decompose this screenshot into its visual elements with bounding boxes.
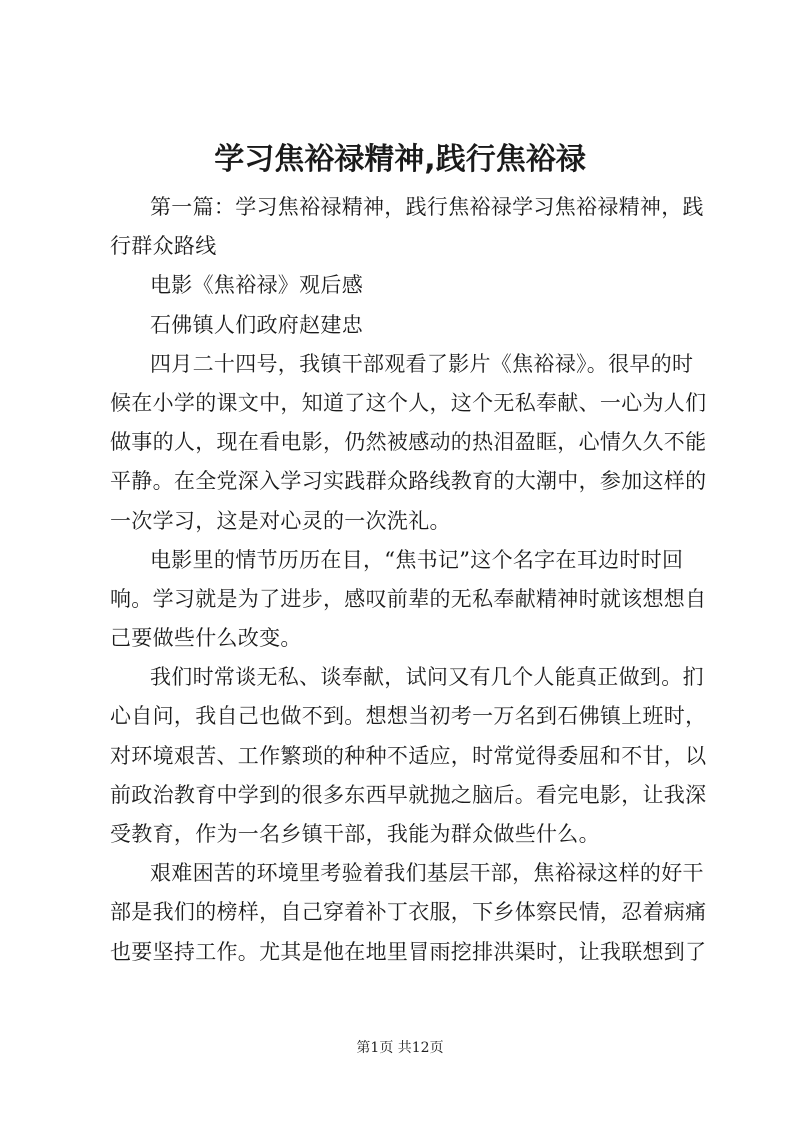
page-footer: 第1页 共12页 bbox=[356, 1040, 444, 1056]
text-line: 电影《焦裕禄》观后感 bbox=[150, 273, 363, 298]
text-line: 受教育，作为一名乡镇干部，我能为群众做些什么。 bbox=[110, 822, 600, 846]
text-line: 行群众路线 bbox=[110, 234, 217, 259]
text-line: 做事的人，现在看电影，仍然被感动的热泪盈眶，心情久久不能 bbox=[110, 430, 707, 455]
text-line: 我们时常谈无私、谈奉献，试问又有几个人能真正做到。扪 bbox=[150, 665, 704, 690]
text-line: 平静。在全党深入学习实践群众路线教育的大潮中，参加这样的 bbox=[110, 469, 707, 494]
text-line: 响。学习就是为了进步，感叹前辈的无私奉献精神时就该想想自 bbox=[110, 586, 707, 611]
text-line: 前政治教育中学到的很多东西早就抛之脑后。看完电影，让我深 bbox=[110, 782, 707, 807]
text-line: 艰难困苦的环境里考验着我们基层干部，焦裕禄这样的好干 bbox=[150, 861, 704, 886]
text-line: 也要坚持工作。尤其是他在地里冒雨挖排洪渠时，让我联想到了 bbox=[110, 939, 707, 964]
text-line: 心自问，我自己也做不到。想想当初考一万名到石佛镇上班时， bbox=[110, 704, 707, 729]
text-line: 四月二十四号，我镇干部观看了影片《焦裕禄》。很早的时 bbox=[150, 351, 694, 376]
text-line: 己要做些什么改变。 bbox=[110, 626, 302, 651]
text-line: 部是我们的榜样，自己穿着补丁衣服，下乡体察民情，忍着病痛 bbox=[110, 900, 707, 925]
text-line: 石佛镇人们政府赵建忠 bbox=[150, 312, 363, 337]
document-title: 学习焦裕禄精神,践行焦裕禄 bbox=[214, 142, 586, 177]
text-line: 候在小学的课文中，知道了这个人，这个无私奉献、一心为人们 bbox=[110, 390, 707, 415]
text-line: 电影里的情节历历在目，“焦书记”这个名字在耳边时时回 bbox=[150, 547, 684, 572]
text-line: 一次学习，这是对心灵的一次洗礼。 bbox=[110, 508, 451, 533]
text-line: 对环境艰苦、工作繁琐的种种不适应，时常觉得委屈和不甘，以 bbox=[110, 743, 707, 768]
text-line: 第一篇：学习焦裕禄精神，践行焦裕禄学习焦裕禄精神，践 bbox=[150, 195, 704, 219]
document-body bbox=[110, 188, 710, 972]
